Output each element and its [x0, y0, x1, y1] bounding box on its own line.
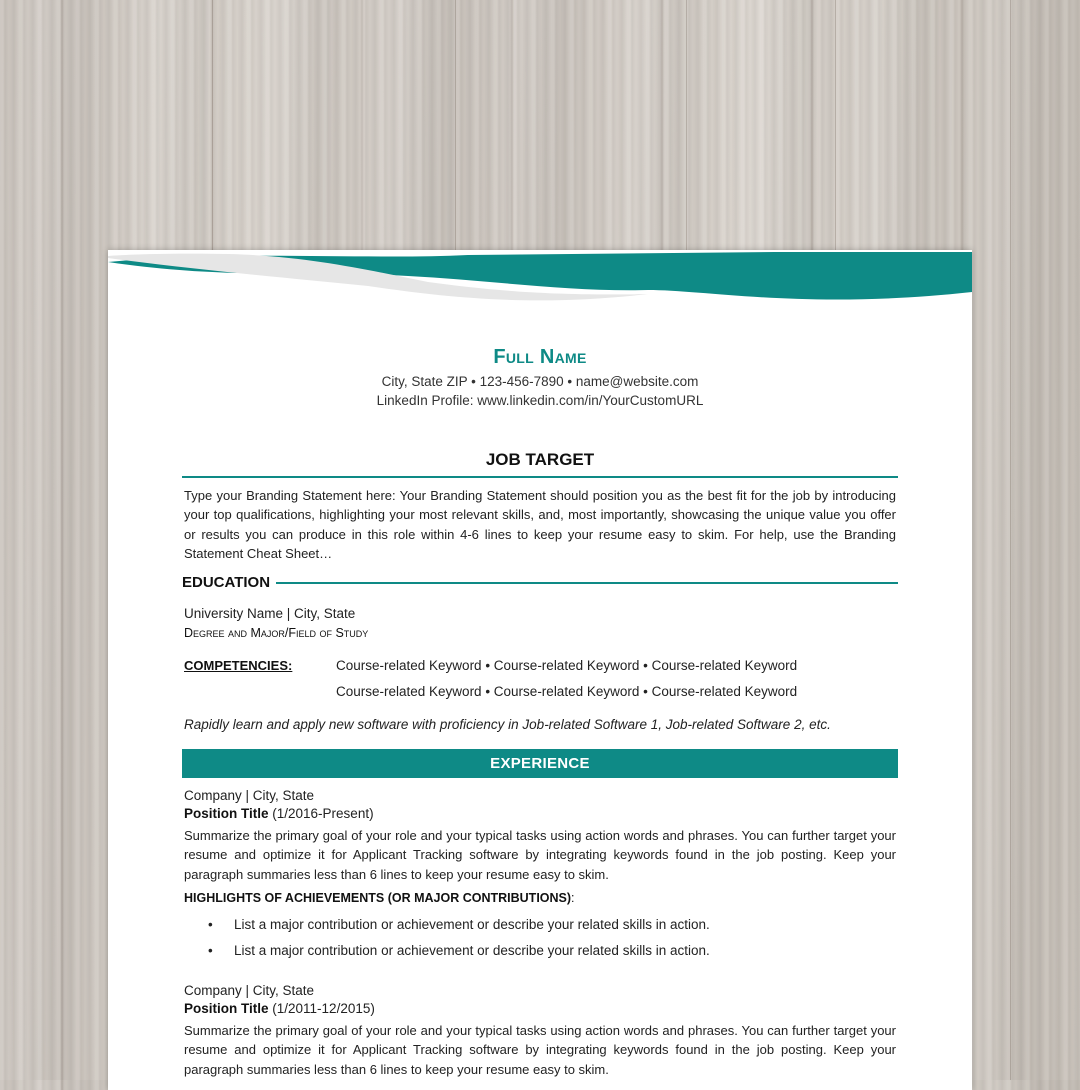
- achievement-text: List a major contribution or achievement or describe your related skills in action.: [234, 943, 710, 958]
- position-title: Position Title: [184, 806, 269, 821]
- job-company: Company | City, State: [184, 983, 315, 998]
- header-wave-decoration: [108, 250, 972, 310]
- competencies-row: Course-related Keyword • Course-related Keyword • Course-related Keyword: [336, 684, 798, 699]
- achievement-text: List a major contribution or achievement or describe your related skills in action.: [234, 917, 710, 932]
- job-target-divider: [182, 476, 898, 478]
- highlights-heading: [184, 891, 575, 905]
- job-position: [184, 1001, 375, 1016]
- education-heading: [182, 574, 898, 591]
- position-dates: (1/2011-12/2015): [268, 1001, 375, 1016]
- linkedin-line: LinkedIn Profile: www.linkedin.com/in/YourCustomURL: [376, 393, 704, 408]
- bullet-icon: •: [208, 917, 213, 932]
- highlights-label: HIGHLIGHTS OF ACHIEVEMENTS (OR MAJOR CONTRIBUTIONS): [184, 891, 572, 905]
- education-divider: [276, 582, 898, 584]
- experience-heading-label: EXPERIENCE: [490, 755, 590, 772]
- achievement-bullet: [208, 917, 710, 932]
- position-dates: (1/2016-Present): [268, 806, 374, 821]
- job-summary: Summarize the primary goal of your role and your typical tasks using action words and phrases. You can further target your resume and optimize it for Applicant Tracking software by integrating keywords found in the job posting. Keep your paragraph summaries less than 6 lines to keep your resume easy to skim.: [184, 828, 896, 882]
- job-target-heading: JOB TARGET: [485, 450, 595, 469]
- competencies-label: COMPETENCIES:: [184, 658, 293, 673]
- university-line: University Name | City, State: [184, 606, 356, 621]
- job-position: [184, 806, 374, 821]
- position-title: Position Title: [184, 1001, 269, 1016]
- resume-page: [108, 250, 972, 1090]
- degree-line: Degree and Major/Field of Study: [184, 626, 369, 640]
- resume-name: Full Name: [493, 346, 587, 368]
- experience-heading: [182, 749, 898, 778]
- job-summary: Summarize the primary goal of your role and your typical tasks using action words and phrases. You can further target your resume and optimize it for Applicant Tracking software by integrating keywords found in the job posting. Keep your paragraph summaries less than 6 lines to keep your resume easy to skim.: [184, 1023, 896, 1077]
- software-note: Rapidly learn and apply new software with proficiency in Job-related Software 1, Job-related Software 2, etc.: [184, 717, 831, 732]
- bullet-icon: •: [208, 943, 213, 958]
- education-heading-label: EDUCATION: [182, 574, 271, 591]
- competencies-row: Course-related Keyword • Course-related Keyword • Course-related Keyword: [336, 658, 798, 673]
- branding-statement: Type your Branding Statement here: Your Branding Statement should position you as the best fit for the job by introducing your top qualifications, highlighting your most relevant skills, and, most importantly, showcasing the unique value you offer or results you can produce in this role within 4-6 lines to keep your resume easy to skim. For help, use the Branding Statement Cheat Sheet…: [184, 488, 896, 561]
- contact-line: City, State ZIP • 123-456-7890 • name@website.com: [381, 374, 699, 389]
- job-company: Company | City, State: [184, 788, 315, 803]
- achievement-bullet: [208, 943, 710, 958]
- highlights-colon: :: [571, 891, 575, 905]
